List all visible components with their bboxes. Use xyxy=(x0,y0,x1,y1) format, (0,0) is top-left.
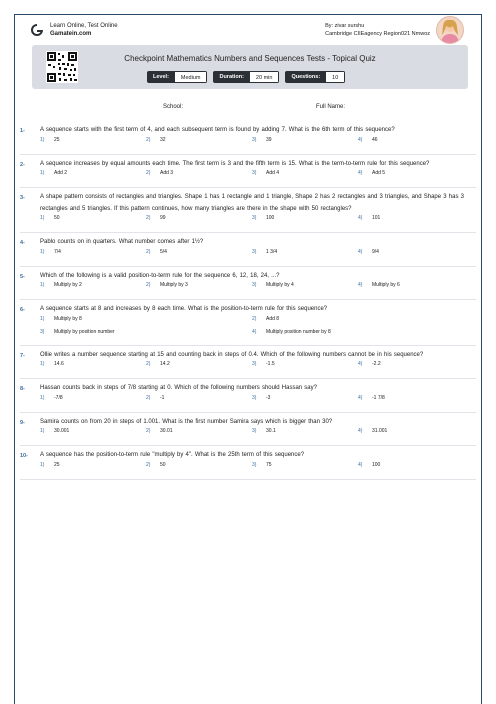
question-list xyxy=(20,125,476,484)
option-text: 101 xyxy=(372,215,381,221)
answer-options xyxy=(40,316,476,342)
quiz-meta xyxy=(147,71,345,83)
answer-option[interactable] xyxy=(252,462,272,468)
option-number: 4) xyxy=(358,248,363,255)
option-text: -3 xyxy=(266,394,271,401)
answer-option[interactable] xyxy=(358,462,380,468)
school-field[interactable]: School: xyxy=(163,104,184,110)
option-text: Multiply by 6 xyxy=(372,282,400,288)
option-number: 2) xyxy=(146,428,151,434)
answer-option[interactable] xyxy=(40,428,69,434)
option-text: -7/8 xyxy=(54,394,63,401)
option-text: Add 5 xyxy=(372,170,386,176)
option-text: 39 xyxy=(266,136,272,143)
question-number: 1- xyxy=(20,128,25,134)
answer-option[interactable] xyxy=(252,137,272,143)
question-text: Hassan counts back in steps of 7/8 starting at 0. Which of the following numbers should Hassan say? xyxy=(40,385,317,391)
question-number: 6- xyxy=(20,307,25,313)
answer-option[interactable] xyxy=(252,428,276,434)
question-number: 7- xyxy=(20,352,25,359)
option-number: 4) xyxy=(358,428,363,434)
question-divider xyxy=(20,187,476,188)
option-number: 2) xyxy=(146,394,151,401)
top-bar xyxy=(18,18,478,42)
option-text: 50 xyxy=(160,461,166,468)
option-text: 1 3/4 xyxy=(266,248,278,255)
answer-option[interactable] xyxy=(146,170,173,176)
full-name-field[interactable]: Full Name: xyxy=(316,104,346,110)
option-text: Add 3 xyxy=(160,170,174,176)
question-item xyxy=(20,237,476,267)
answer-option[interactable] xyxy=(40,249,61,255)
brand-tagline: Learn Online, Test Online xyxy=(50,23,118,29)
option-number: 1) xyxy=(40,461,45,468)
option-text: -1 7/8 xyxy=(372,394,385,401)
question-divider xyxy=(20,445,476,446)
option-number: 4) xyxy=(252,328,257,335)
questions-badge xyxy=(285,71,345,83)
question-divider xyxy=(20,232,476,233)
answer-option[interactable] xyxy=(146,428,173,434)
duration-label: Duration: xyxy=(213,71,249,83)
level-label: Level: xyxy=(147,71,175,83)
option-text: 9/4 xyxy=(372,248,379,255)
option-text: 30.001 xyxy=(54,428,70,434)
answer-option[interactable] xyxy=(146,361,170,367)
answer-option[interactable] xyxy=(40,215,60,221)
option-text: 99 xyxy=(160,215,166,221)
option-text: 46 xyxy=(372,136,378,143)
answer-option[interactable] xyxy=(252,215,274,221)
author-name: By: zivar surshu xyxy=(325,23,365,29)
answer-options xyxy=(40,170,476,184)
question-number: 9- xyxy=(20,419,25,426)
question-text: A sequence has the position-to-term rule "multiply by 4". What is the 25th term of this sequence? xyxy=(40,452,305,458)
question-text: Samira counts on from 20 in steps of 1.001. What is the first number Samira says which is bigger than 30? xyxy=(40,418,333,425)
option-number: 4) xyxy=(358,170,363,176)
answer-option[interactable] xyxy=(40,361,64,367)
question-item xyxy=(20,450,476,480)
question-text: Which of the following is a valid position-to-term rule for the sequence 6, 12, 18, 24, ...? xyxy=(40,272,280,279)
answer-options xyxy=(40,462,476,476)
option-number: 1) xyxy=(40,215,45,221)
question-item xyxy=(20,417,476,447)
question-divider xyxy=(20,266,476,267)
option-number: 3) xyxy=(252,461,257,468)
answer-option[interactable] xyxy=(358,249,379,255)
question-divider xyxy=(20,154,476,155)
quiz-title: Checkpoint Mathematics Numbers and Sequences Tests - Topical Quiz xyxy=(124,54,376,63)
answer-options xyxy=(40,282,476,296)
answer-option[interactable] xyxy=(40,137,60,143)
option-number: 3) xyxy=(252,136,257,143)
option-number: 3) xyxy=(40,328,45,335)
option-number: 4) xyxy=(358,282,363,288)
answer-option[interactable] xyxy=(252,316,279,322)
author-org: Cambridge CIIEagency Region021 Nmwoz xyxy=(325,31,430,37)
option-number: 3) xyxy=(252,170,257,176)
option-text: Multiply by 4 xyxy=(266,282,294,288)
answer-option[interactable] xyxy=(358,170,385,176)
option-number: 2) xyxy=(146,248,151,255)
answer-option[interactable] xyxy=(40,316,82,322)
question-text: Pablo counts on in quarters. What number comes after 1½? xyxy=(40,239,204,245)
option-text: 30.1 xyxy=(266,428,276,434)
question-divider xyxy=(20,345,476,346)
question-number: 8- xyxy=(20,386,25,392)
option-number: 2) xyxy=(146,136,151,143)
option-text: Add 2 xyxy=(54,170,68,176)
question-divider xyxy=(20,299,476,300)
question-item xyxy=(20,350,476,380)
option-text: 75 xyxy=(266,461,272,468)
answer-option[interactable] xyxy=(40,282,82,288)
question-number: 5- xyxy=(20,273,25,280)
option-number: 3) xyxy=(252,215,257,221)
question-number: 2- xyxy=(20,161,25,168)
answer-option[interactable] xyxy=(146,249,167,255)
answer-options xyxy=(40,137,476,151)
option-number: 2) xyxy=(146,215,151,221)
question-item xyxy=(20,304,476,346)
question-item xyxy=(20,383,476,413)
answer-option[interactable] xyxy=(252,249,277,255)
option-number: 3) xyxy=(252,394,257,401)
option-text: -2.2 xyxy=(372,361,381,367)
answer-option[interactable] xyxy=(146,215,166,221)
option-number: 4) xyxy=(358,136,363,143)
option-number: 2) xyxy=(146,282,151,288)
question-text: A sequence starts at 8 and increases by 8 each time. What is the position-to-term rule for this sequence? xyxy=(40,306,328,312)
question-number: 3- xyxy=(20,195,25,201)
option-number: 1) xyxy=(40,428,45,434)
answer-options xyxy=(40,428,476,442)
option-text: 7/4 xyxy=(54,248,61,255)
duration-value: 20 min xyxy=(250,71,280,83)
answer-option[interactable] xyxy=(40,170,67,176)
option-text: Multiply by 8 xyxy=(54,315,82,322)
answer-options xyxy=(40,215,476,229)
answer-option[interactable] xyxy=(40,395,63,401)
gamatein-logo-icon xyxy=(30,23,44,37)
option-text: 100 xyxy=(266,215,275,221)
question-number: 4- xyxy=(20,240,25,246)
level-badge xyxy=(147,71,207,83)
option-text: Multiply by 2 xyxy=(54,282,82,288)
level-value: Medium xyxy=(175,71,208,83)
option-number: 4) xyxy=(358,361,363,367)
option-text: Multiply position number by 8 xyxy=(266,328,331,335)
question-text: A sequence starts with the first term of 4, and each subsequent term is found by adding 7. What is the 6th term of this sequence? xyxy=(40,127,395,133)
answer-options xyxy=(40,361,476,375)
answer-option[interactable] xyxy=(40,329,115,335)
question-number: 10- xyxy=(20,453,28,459)
option-number: 1) xyxy=(40,136,45,143)
answer-option[interactable] xyxy=(146,462,166,468)
answer-option[interactable] xyxy=(358,428,387,434)
option-text: -1.5 xyxy=(266,361,275,367)
answer-option[interactable] xyxy=(358,215,380,221)
question-divider xyxy=(20,378,476,379)
option-number: 2) xyxy=(252,315,257,322)
option-number: 2) xyxy=(146,461,151,468)
option-text: Multiply by position number xyxy=(54,328,115,335)
questions-label: Questions: xyxy=(285,71,326,83)
option-number: 3) xyxy=(252,428,257,434)
option-text: Add 4 xyxy=(266,170,280,176)
avatar[interactable] xyxy=(436,16,464,44)
avatar-portrait-icon xyxy=(437,17,463,43)
option-number: 4) xyxy=(358,394,363,401)
option-number: 3) xyxy=(252,282,257,288)
answer-option[interactable] xyxy=(40,462,60,468)
question-item xyxy=(20,125,476,155)
quiz-header xyxy=(32,45,468,89)
option-number: 2) xyxy=(146,170,151,176)
answer-option[interactable] xyxy=(358,282,400,288)
answer-options xyxy=(40,395,476,409)
option-text: 32 xyxy=(160,136,166,143)
answer-option[interactable] xyxy=(146,282,188,288)
option-text: Add 8 xyxy=(266,315,280,322)
question-text: Ollie writes a number sequence starting at 15 and counting back in steps of 0.4. Which of the following numbers cannot be in his sequence? xyxy=(40,351,424,358)
answer-option[interactable] xyxy=(146,395,164,401)
brand[interactable] xyxy=(30,22,118,38)
option-number: 3) xyxy=(252,248,257,255)
option-number: 1) xyxy=(40,170,45,176)
questions-value: 10 xyxy=(326,71,345,83)
option-text: 25 xyxy=(54,461,60,468)
question-divider xyxy=(20,412,476,413)
question-text: A shape pattern consists of rectangles and triangles. Shape 1 has 1 rectangle and 1 triangle, Shape 2 has 2 rectangles and 3 triangles, and Shape 3 has 3 rectangles and 5 triangles. If this pattern continues, how many triangles are there in the shape with 50 rectangles? xyxy=(40,194,464,212)
option-text: 5/4 xyxy=(160,248,167,255)
question-item xyxy=(20,271,476,301)
option-text: Multiply by 3 xyxy=(160,282,188,288)
question-item xyxy=(20,159,476,189)
option-text: -1 xyxy=(160,394,165,401)
duration-badge xyxy=(213,71,279,83)
question-text: A sequence increases by equal amounts each time. The first term is 3 and the fifth term is 15. What is the term-to-term rule for this sequence? xyxy=(40,160,430,167)
brand-site: Gamatein.com xyxy=(50,31,92,37)
answer-option[interactable] xyxy=(252,361,275,367)
answer-option[interactable] xyxy=(252,282,294,288)
option-number: 2) xyxy=(146,361,151,367)
author-info xyxy=(325,22,430,38)
option-text: 14.2 xyxy=(160,361,170,367)
answer-option[interactable] xyxy=(252,395,270,401)
option-number: 1) xyxy=(40,282,45,288)
option-text: 50 xyxy=(54,215,60,221)
option-text: 30.01 xyxy=(160,428,173,434)
answer-option[interactable] xyxy=(358,395,385,401)
answer-option[interactable] xyxy=(358,137,378,143)
option-number: 1) xyxy=(40,361,45,367)
option-number: 1) xyxy=(40,315,45,322)
answer-option[interactable] xyxy=(146,137,166,143)
answer-option[interactable] xyxy=(252,170,279,176)
question-divider xyxy=(20,479,476,480)
answer-option[interactable] xyxy=(358,361,381,367)
option-text: 14.6 xyxy=(54,361,64,367)
question-item xyxy=(20,192,476,233)
option-number: 4) xyxy=(358,215,363,221)
answer-option[interactable] xyxy=(252,329,331,335)
option-number: 3) xyxy=(252,361,257,367)
option-number: 1) xyxy=(40,394,45,401)
option-text: 25 xyxy=(54,136,60,143)
option-number: 4) xyxy=(358,461,363,468)
answer-options xyxy=(40,249,476,263)
option-number: 1) xyxy=(40,248,45,255)
option-text: 100 xyxy=(372,461,381,468)
option-text: 31.001 xyxy=(372,428,388,434)
